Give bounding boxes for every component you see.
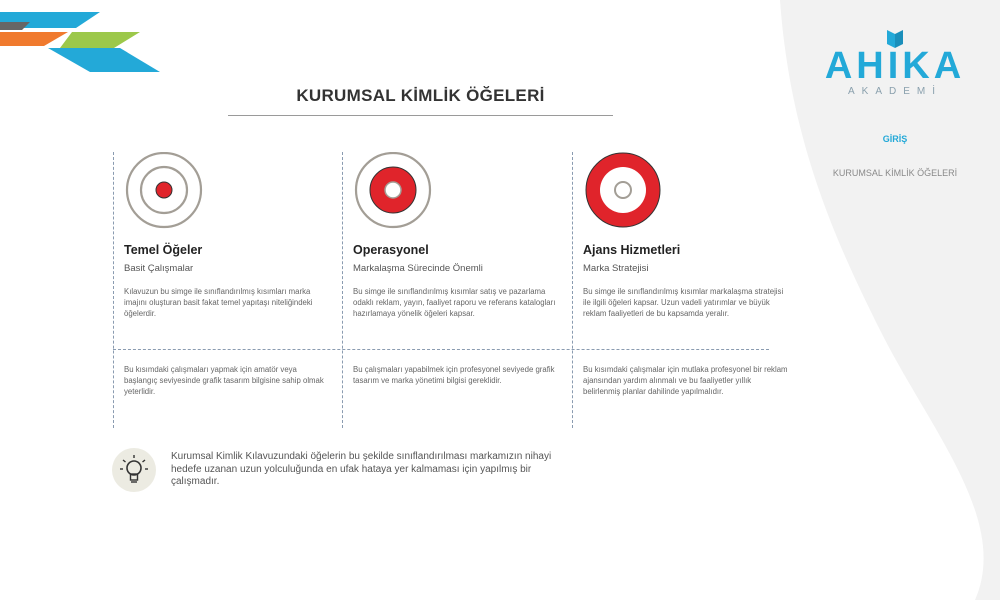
target-icon: [124, 152, 204, 232]
category-description: Bu simge ile sınıflandırılmış kısımlar satış ve pazarlama odaklı reklam, yayın, faaliyet raporu ve referans katalogları hazırlamaya yönelik öğeleri kapsar.: [353, 287, 556, 318]
column-divider: [342, 152, 343, 428]
nav-item-kurumsal-kimlik[interactable]: KURUMSAL KİMLİK ÖĞELERİ: [832, 168, 958, 178]
category-title: Temel Öğeler: [124, 243, 203, 257]
category-description: Bu simge ile sınıflandırılmış kısımlar markalaşma stratejisi ile ilgili öğeleri kapsar. Uzun vadeli yatırımlar ve büyük reklam faaliyetleri de bu kapsamda yeralır.: [583, 287, 784, 318]
category-note: Bu kısımdaki çalışmaları yapmak için amatör veya başlangıç seviyesinde grafik tasarım bilgisine sahip olmak yeterlidir.: [124, 365, 324, 396]
category-title: Ajans Hizmetleri: [583, 243, 681, 257]
lightbulb-icon: [112, 448, 156, 492]
category-note: Bu kısımdaki çalışmalar için mutlaka profesyonel bir reklam ajansından yardım alınmalı ve bu faaliyetler yıllık belirlenmiş planlar dahilinde yapılmalıdır.: [583, 365, 788, 396]
category-subtitle: Markalaşma Sürecinde Önemli: [353, 263, 483, 274]
page-title: KURUMSAL KİMLİK ÖĞELERİ: [296, 86, 545, 105]
target-icon: [353, 152, 433, 232]
footer-note: Kurumsal Kimlik Kılavuzundaki öğelerin bu şekilde sınıflandırılması markamızın nihayi hedefe uzanan uzun yolculuğunda en ufak hataya yer kalmaması için yapılmış bir çalışmadır.: [171, 451, 552, 487]
column-divider: [113, 152, 114, 428]
nav-item-giris[interactable]: GİRİŞ: [882, 134, 908, 144]
category-description: Kılavuzun bu simge ile sınıflandırılmış kısımları marka imajını oluşturan basit fakat temel yapıtaşı niteliğindeki öğelerdir.: [124, 287, 313, 318]
category-title: Operasyonel: [353, 243, 429, 257]
row-divider: [113, 349, 769, 350]
category-subtitle: Basit Çalışmalar: [124, 263, 194, 274]
target-icon: [583, 152, 663, 232]
category-subtitle: Marka Stratejisi: [583, 263, 649, 274]
corner-logo-icon: [0, 0, 170, 80]
brand-logo[interactable]: [815, 28, 975, 108]
brand-subtitle: AKADEMİ: [847, 86, 942, 97]
title-divider: [228, 115, 613, 116]
brand-name: AHIKA: [824, 45, 966, 87]
category-note: Bu çalışmaları yapabilmek için profesyonel seviyede grafik tasarım ve marka yönetimi bilgisi gereklidir.: [353, 365, 555, 385]
column-divider: [572, 152, 573, 428]
